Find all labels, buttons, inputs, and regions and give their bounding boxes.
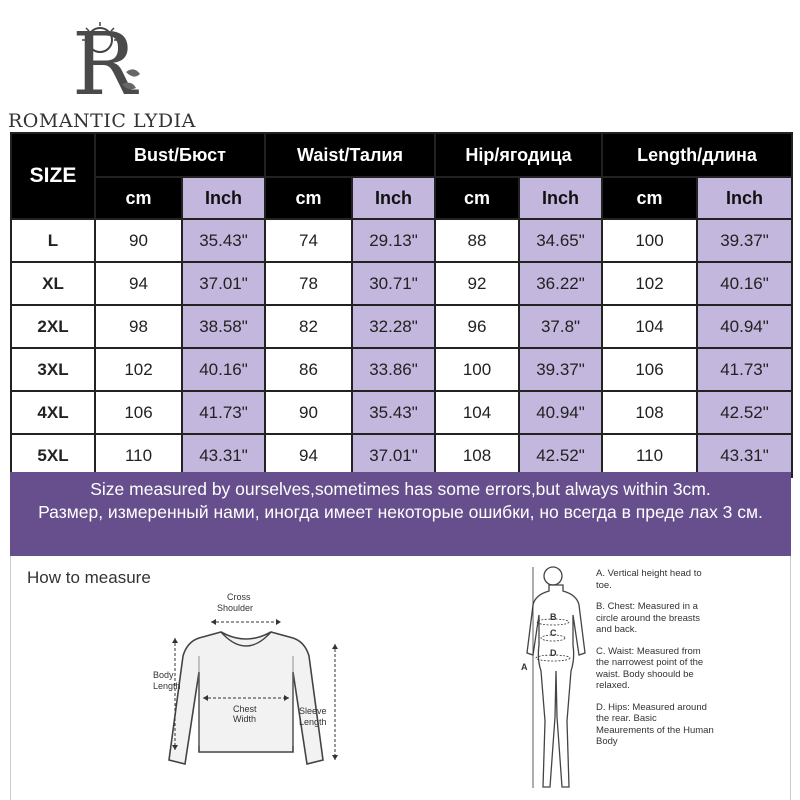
body-length-label: Length [153,681,181,691]
monogram-logo-icon [66,14,148,106]
cell-inch: 29.13" [352,219,435,262]
cell-inch: 34.65" [519,219,602,262]
cell-inch: 38.58" [182,305,265,348]
cell-cm: 82 [265,305,352,348]
cell-inch: 37.8" [519,305,602,348]
cell-cm: 100 [435,348,519,391]
unit-header-inch: Inch [352,177,435,219]
cell-inch: 40.94" [697,305,792,348]
chest-label: Chest [233,704,257,714]
cell-cm: 102 [602,262,697,305]
cell-cm: 94 [265,434,352,477]
unit-header-cm: cm [95,177,182,219]
cell-inch: 33.86" [352,348,435,391]
legend-item: D. Hips: Measured around the rear. Basic Meaurements of the Human Body [596,701,714,747]
cell-cm: 90 [95,219,182,262]
cell-inch: 37.01" [182,262,265,305]
size-cell: L [11,219,95,262]
cell-cm: 86 [265,348,352,391]
cell-inch: 35.43" [352,391,435,434]
unit-header-inch: Inch [182,177,265,219]
cell-inch: 41.73" [697,348,792,391]
cell-inch: 43.31" [697,434,792,477]
cross-label: Cross [227,592,251,602]
size-column-header: SIZE [11,133,95,219]
cell-inch: 35.43" [182,219,265,262]
cell-cm: 100 [602,219,697,262]
sleeve-length-label: Length [299,717,327,727]
how-to-measure-panel [10,556,791,800]
letter-d-label: D [550,648,557,658]
brand-logo [0,10,210,130]
cell-cm: 106 [602,348,697,391]
cell-cm: 74 [265,219,352,262]
unit-header-cm: cm [265,177,352,219]
cell-inch: 40.16" [182,348,265,391]
size-cell: 4XL [11,391,95,434]
cell-cm: 108 [435,434,519,477]
table-row [11,391,792,434]
legend-item: B. Chest: Measured in a circle around the breasts and back. [596,601,701,635]
unit-header-inch: Inch [697,177,792,219]
cell-inch: 40.94" [519,391,602,434]
cell-cm: 110 [95,434,182,477]
body-figure-diagram [511,560,591,800]
cell-inch: 39.37" [519,348,602,391]
cell-inch: 30.71" [352,262,435,305]
cell-cm: 106 [95,391,182,434]
legend-item: A. Vertical height head to toe. [596,568,702,591]
letter-b-label: B [550,612,557,622]
legend-item: C. Waist: Measured from the narrowest point of the waist. Body shoould be relaxed. [596,645,704,691]
cell-inch: 43.31" [182,434,265,477]
cell-cm: 104 [435,391,519,434]
disclaimer-russian: Размер, измеренный нами, иногда имеет некоторые ошибки, но всегда в преде лах 3 см. [38,502,763,522]
unit-header-cm: cm [435,177,519,219]
size-cell: 2XL [11,305,95,348]
size-cell: 3XL [11,348,95,391]
cell-cm: 96 [435,305,519,348]
cell-cm: 92 [435,262,519,305]
cell-inch: 40.16" [697,262,792,305]
width-label: Width [233,714,257,724]
cell-cm: 94 [95,262,182,305]
cell-inch: 32.28" [352,305,435,348]
table-row [11,348,792,391]
table-row [11,262,792,305]
size-chart-table [10,132,793,478]
waist-group-header: Waist/Талия [265,133,435,177]
cell-inch: 42.52" [519,434,602,477]
cell-inch: 41.73" [182,391,265,434]
disclaimer-english: Size measured by ourselves,sometimes has some errors,but always within 3cm. [90,479,711,499]
cell-inch: 39.37" [697,219,792,262]
cell-cm: 88 [435,219,519,262]
shoulder-label: Shoulder [217,603,254,613]
brand-name: ROMANTIC LYDIA [8,110,196,132]
cell-cm: 102 [95,348,182,391]
letter-a-label: A [521,662,528,672]
cell-cm: 98 [95,305,182,348]
how-to-measure-title: How to measure [27,568,151,587]
cell-cm: 90 [265,391,352,434]
size-cell: XL [11,262,95,305]
cell-inch: 36.22" [519,262,602,305]
cell-cm: 110 [602,434,697,477]
sweater-measure-diagram [151,586,341,786]
cell-cm: 108 [602,391,697,434]
svg-text:R: R [72,15,137,106]
unit-header-cm: cm [602,177,697,219]
cell-cm: 78 [265,262,352,305]
measurement-disclaimer [10,472,791,556]
cell-inch: 42.52" [697,391,792,434]
table-row [11,305,792,348]
body-label: Body [153,670,174,680]
unit-header-inch: Inch [519,177,602,219]
bust-group-header: Bust/Бюст [95,133,265,177]
cell-cm: 104 [602,305,697,348]
letter-c-label: C [550,628,557,638]
length-group-header: Length/длина [602,133,792,177]
sleeve-label: Sleeve [299,706,327,716]
table-row [11,219,792,262]
table-row [11,434,792,477]
measure-legend [596,568,716,758]
hip-group-header: Hip/ягодица [435,133,602,177]
cell-inch: 37.01" [352,434,435,477]
size-cell: 5XL [11,434,95,477]
